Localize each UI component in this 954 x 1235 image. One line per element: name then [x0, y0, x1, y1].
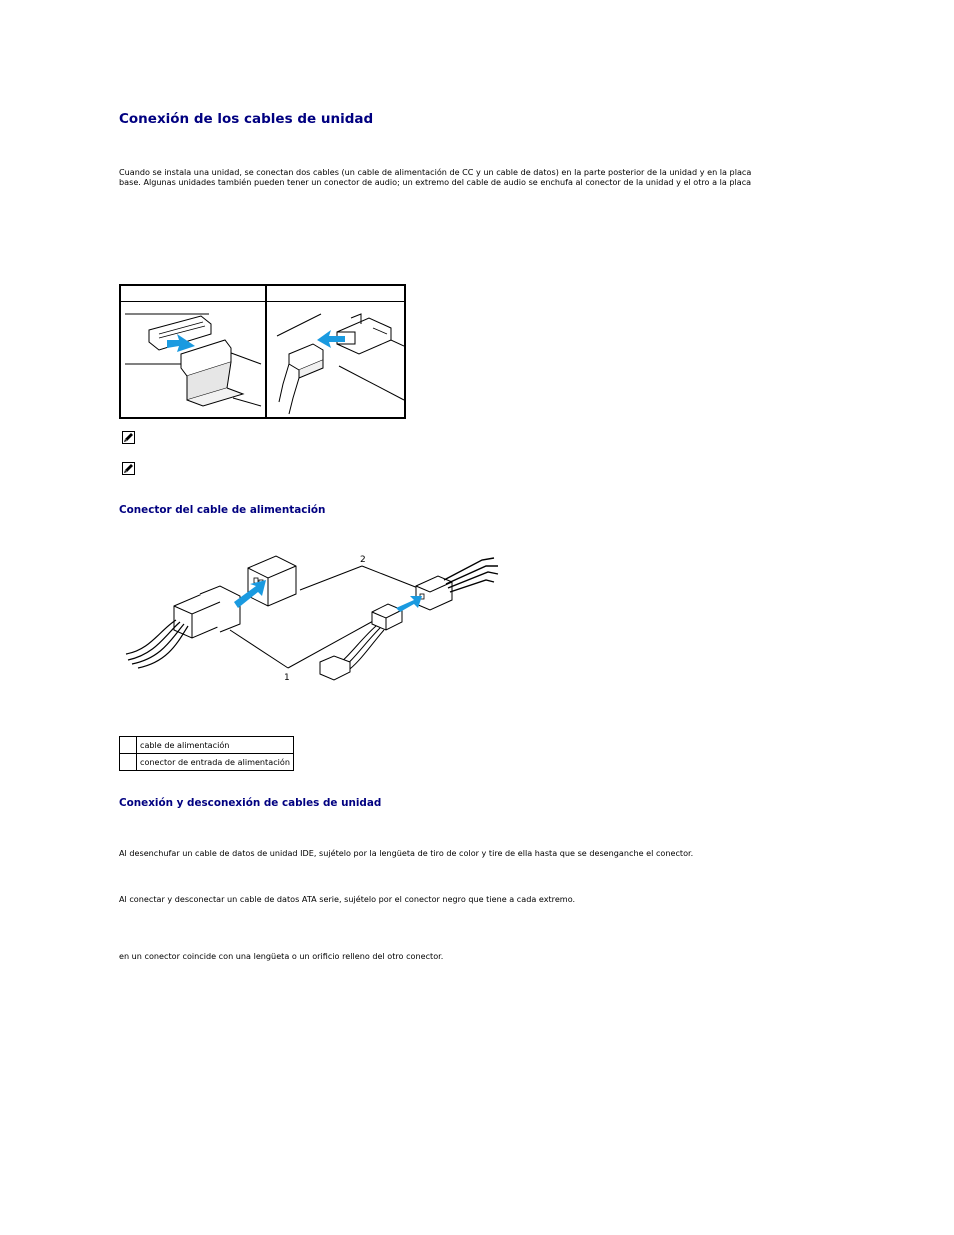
- legend-row: [120, 754, 294, 771]
- page-title: Conexión de los cables de unidad: [119, 111, 374, 127]
- legend-number: [120, 737, 137, 754]
- sata-connector-illustration: [267, 302, 404, 417]
- ide-paragraph: Al desenchufar un cable de datos de unidad IDE, sujételo por la lengüeta de tiro de color y tire de ella hasta que se desenganche el conector.: [119, 848, 694, 858]
- legend-label: cable de alimentación: [137, 737, 294, 754]
- legend-row: [120, 737, 294, 754]
- intro-line-2: base. Algunas unidades también pueden tener un conector de audio; un extremo del cable de audio se enchufa al conector de la unidad y el otro a la placa: [119, 177, 752, 187]
- legend-number: [120, 754, 137, 771]
- figure-table-header: [121, 286, 404, 302]
- callout-1: 1: [284, 673, 290, 683]
- callout-2: 2: [360, 555, 366, 565]
- keying-paragraph: en un conector coincide con una lengüeta o un orificio relleno del otro conector.: [119, 951, 444, 961]
- power-section-heading: Conector del cable de alimentación: [119, 504, 326, 516]
- note-icon: [122, 462, 135, 475]
- note-icon: [122, 431, 135, 444]
- arrow-icon: [396, 596, 422, 612]
- intro-line-1: Cuando se instala una unidad, se conectan dos cables (un cable de alimentación de CC y un cable de datos) en la parte posterior de la unidad y en la placa: [119, 167, 752, 177]
- connect-section-heading: Conexión y desconexión de cables de unidad: [119, 797, 382, 809]
- power-legend-table: [119, 736, 294, 771]
- sata-paragraph: Al conectar y desconectar un cable de datos ATA serie, sujételo por el conector negro que tiene a cada extremo.: [119, 894, 576, 904]
- ide-connector-illustration: [123, 302, 263, 417]
- power-cable-illustration: [120, 550, 500, 690]
- connector-figure-table: [119, 284, 406, 419]
- legend-label: conector de entrada de alimentación: [137, 754, 294, 771]
